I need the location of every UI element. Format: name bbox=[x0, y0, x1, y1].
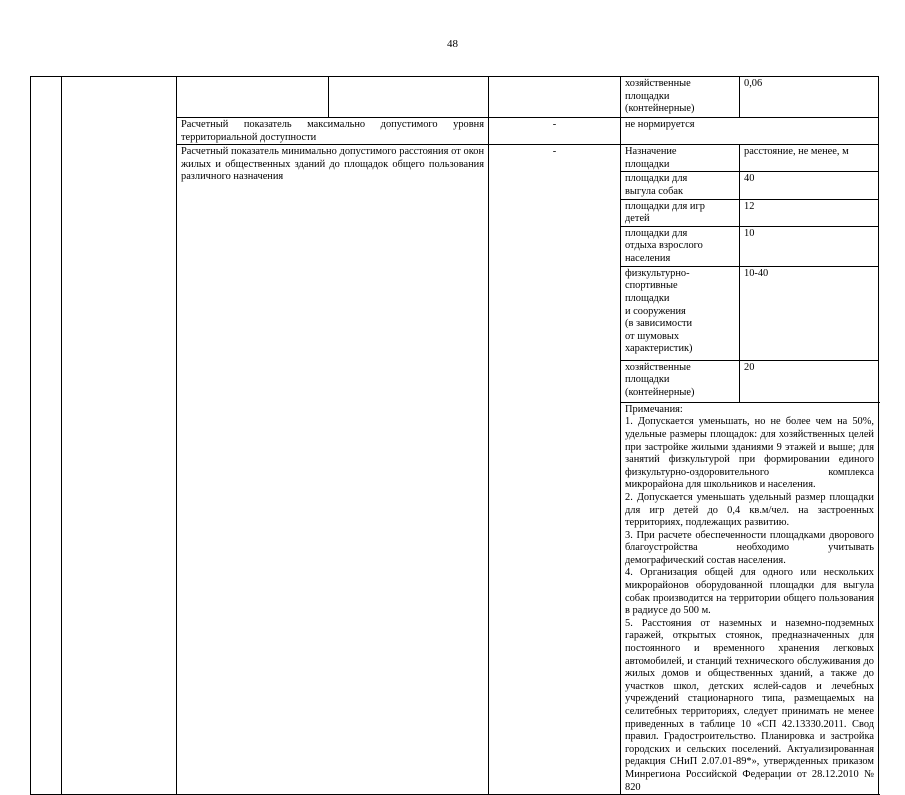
site-label-adults: площадки для отдыха взрослого населения bbox=[621, 226, 740, 266]
table-cell-empty bbox=[62, 77, 177, 795]
value-max-access: не нормируется bbox=[621, 118, 879, 145]
unit-min-distance: - bbox=[489, 145, 621, 795]
site-label-household-top: хозяйственные площадки (контейнерные) bbox=[621, 77, 740, 118]
notes-block bbox=[621, 402, 879, 794]
site-value-household: 20 bbox=[740, 360, 879, 402]
norms-table bbox=[30, 76, 879, 795]
table-cell-empty bbox=[489, 77, 621, 118]
distance-header: расстояние, не менее, м bbox=[740, 145, 879, 172]
unit-max-access: - bbox=[489, 118, 621, 145]
table-row bbox=[31, 77, 879, 118]
page-number: 48 bbox=[447, 38, 458, 50]
note-item: 3. При расчете обеспеченности площадками дворового благоустройства необходимо учитывать демографический состав населения. bbox=[625, 529, 874, 566]
site-value-household-top: 0,06 bbox=[740, 77, 879, 118]
table-cell-empty bbox=[31, 77, 62, 795]
table-cell-empty bbox=[177, 77, 329, 118]
note-item: 1. Допускается уменьшать, но не более чем на 50%, удельные размеры площадок: для хозяйственных целей при застройке жилыми зданиями 9 этажей и выше; для занятий физкультурой при формировании единого физкультурно-оздоровительного комплекса микрорайона для школьников и населения. bbox=[625, 416, 874, 491]
site-label-children: площадки для игр детей bbox=[621, 199, 740, 226]
site-value-adults: 10 bbox=[740, 226, 879, 266]
site-label-dogs: площадки для выгула собак bbox=[621, 172, 740, 199]
indicator-min-distance: Расчетный показатель минимально допустимого расстояния от окон жилых и общественных зданий до площадок общего пользования различного назначения bbox=[177, 145, 489, 795]
note-item: 4. Организация общей для одного или нескольких микрорайонов оборудованной площадки для выгула собак производится на территории общего пользования в радиусе до 500 м. bbox=[625, 567, 874, 617]
site-value-sports: 10-40 bbox=[740, 266, 879, 360]
site-value-dogs: 40 bbox=[740, 172, 879, 199]
note-item: 5. Расстояния от наземных и наземно-подземных гаражей, открытых стоянок, предназначенных для постоянного и временного хранения легковых автомобилей, и станций технического обслуживания до жилых домов и общественных зданий, а также до участков школ, детских яслей-садов и лечебных учреждений стационарного типа, размещаемых на селитебных территориях, следует принимать не менее приведенных в таблице 10 «СП 42.13330.2011. Свод правил. Градостроительство. Планировка и застройка городских и сельских поселений. Актуализированная редакция СНиП 2.07.01-89*», утвержденных приказом Минрегиона Российской Федерации от 28.12.2010 № 820 bbox=[625, 617, 874, 793]
note-item: 2. Допускается уменьшать удельный размер площадки для игр детей до 0,4 кв.м/чел. на застроенных территориях, подлежащих развитию. bbox=[625, 491, 874, 529]
table-cell-empty bbox=[329, 77, 489, 118]
site-value-children: 12 bbox=[740, 199, 879, 226]
site-label-household: хозяйственные площадки (контейнерные) bbox=[621, 360, 740, 402]
notes-title: Примечания: bbox=[625, 403, 683, 415]
site-purpose-header: Назначение площадки bbox=[621, 145, 740, 172]
site-label-sports: физкультурно- спортивные площадки и сооружения (в зависимости от шумовых характеристик) bbox=[621, 266, 740, 360]
indicator-max-access: Расчетный показатель максимально допустимого уровня территориальной доступности bbox=[177, 118, 489, 145]
